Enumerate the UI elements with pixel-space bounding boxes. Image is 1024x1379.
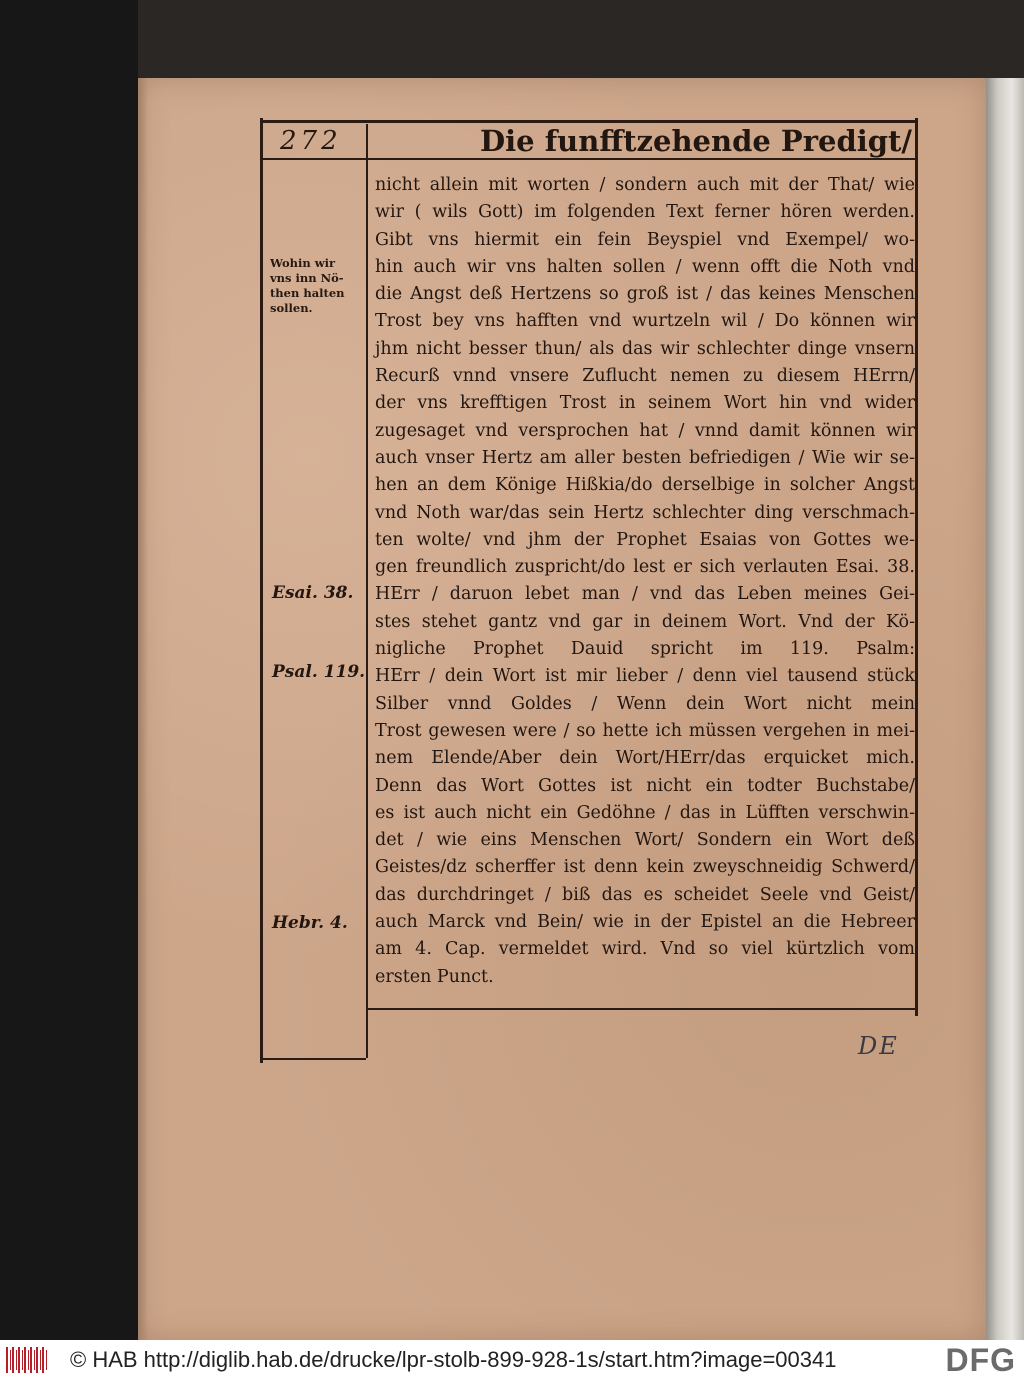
copyright-link[interactable]: © HAB http://diglib.hab.de/drucke/lpr-stolb-899-928-1s/start.htm?image=00341	[70, 1346, 837, 1372]
text-line: das durchdringet / biß das es scheidet Seele vnd Geist/	[375, 884, 915, 905]
text-line: Denn das Wort Gottes ist nicht ein todter Buchstabe/	[375, 775, 915, 796]
text-line: ten wolte/ vnd jhm der Prophet Esaias von Gottes we-	[375, 529, 915, 550]
text-line: gen freundlich zuspricht/do lest er sich verlauten Esai. 38.	[375, 557, 915, 578]
margin-note-line: vns inn Nö-	[270, 271, 344, 285]
page-shadow-edge	[138, 78, 148, 1340]
footer-bar	[0, 1340, 1024, 1379]
dfg-logo: DFG	[945, 1342, 1016, 1378]
text-line: Gibt vns hiermit ein fein Beyspiel vnd Exempel/ wo-	[375, 229, 915, 250]
margin-ref-hebr: Hebr. 4.	[272, 913, 348, 933]
text-line: nem Elende/Aber dein Wort/HErr/das erquicket mich.	[375, 748, 915, 769]
text-line: hin auch wir vns halten sollen / wenn offt die Noth vnd	[375, 256, 915, 277]
running-header: Die funfftzehende Predigt/	[480, 124, 913, 158]
margin-note-line: Wohin wir	[270, 256, 336, 270]
text-line: am 4. Cap. vermeldet wird. Vnd so viel kürtzlich vom	[375, 939, 915, 960]
text-line: Recurß vnnd vnsere Zuflucht nemen zu diesem HErrn/	[375, 366, 915, 387]
frame-rule-margin	[366, 124, 368, 1058]
frame-rule-top	[262, 120, 918, 123]
frame-rule-right	[915, 118, 918, 1016]
text-line: wir ( wils Gott) im folgenden Text ferner hören werden.	[375, 202, 915, 223]
frame-rule-header	[262, 158, 918, 160]
text-line: Trost gewesen were / so hette ich müssen vergehen in mei-	[375, 720, 915, 741]
text-line: vnd Noth war/das sein Hertz schlechter ding verschmach-	[375, 502, 915, 523]
text-line: jhm nicht besser thun/ als das wir schlechter dinge vnsern	[375, 338, 915, 359]
text-line: det / wie eins Menschen Wort/ Sondern ein Wort deß	[375, 830, 915, 851]
text-line: stes stehet gantz vnd gar in deinem Wort. Vnd der Kö-	[375, 611, 915, 632]
viewer-frame-top	[138, 0, 1024, 78]
text-line: HErr / daruon lebet man / vnd das Leben meines Gei-	[375, 584, 915, 605]
body-text	[375, 172, 915, 991]
frame-rule-text-end	[368, 1008, 918, 1010]
frame-rule-left	[260, 118, 263, 1063]
text-line: zugesaget vnd versprochen hat / vnnd damit können wir	[375, 420, 915, 441]
text-line: ersten Punct.	[375, 966, 494, 987]
text-line: der vns krefftigen Trost in seinem Wort hin vnd wider	[375, 393, 915, 414]
text-line: nicht allein mit worten / sondern auch mit der That/ wie	[375, 175, 915, 195]
text-line: nigliche Prophet Dauid spricht im 119. Psalm:	[375, 639, 915, 660]
margin-note-line: then halten	[270, 286, 345, 300]
text-line: die Angst deß Hertzens so groß ist / das keines Menschen	[375, 284, 915, 305]
margin-note-line: sollen.	[270, 301, 313, 315]
frame-rule-bottom	[262, 1058, 366, 1060]
text-line: HErr / dein Wort ist mir lieber / denn viel tausend stück	[375, 666, 915, 687]
catchword: DE	[858, 1032, 899, 1060]
text-line: Silber vnnd Goldes / Wenn dein Wort nicht mein	[375, 693, 915, 714]
text-line: auch Marck vnd Bein/ wie in der Epistel an die Hebreer	[375, 912, 915, 933]
text-line: auch vnser Hertz am aller besten befriedigen / Wie wir se-	[375, 447, 915, 468]
viewer-frame-left	[0, 0, 138, 1340]
text-line: Geistes/dz scherffer ist denn kein zweyschneidig Schwerd/	[375, 857, 915, 878]
page-number: 272	[280, 126, 342, 156]
margin-ref-esai: Esai. 38.	[272, 583, 354, 603]
margin-ref-psal: Psal. 119.	[272, 662, 366, 682]
hab-logo-icon	[6, 1345, 54, 1375]
margin-note	[270, 256, 362, 316]
text-line: hen an dem Könige Hißkia/do derselbige in solcher Angst	[375, 475, 915, 496]
next-page-edge	[984, 78, 1024, 1340]
text-line: Trost bey vns hafften vnd wurtzeln wil / Do können wir	[375, 311, 915, 332]
text-line: es ist auch nicht ein Gedöhne / das in Lüfften verschwin-	[375, 802, 915, 823]
